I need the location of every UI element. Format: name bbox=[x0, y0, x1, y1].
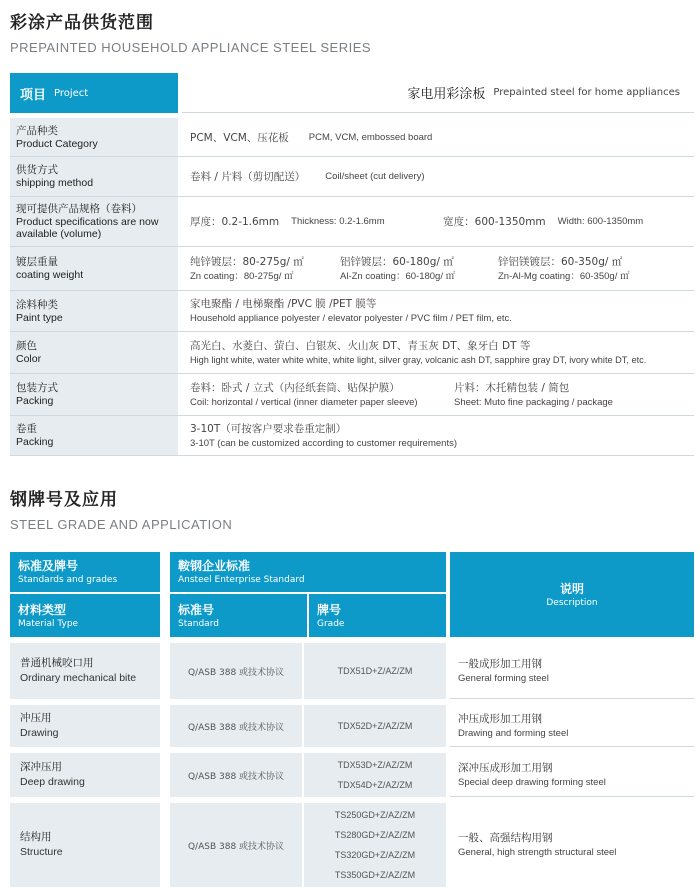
table-row bbox=[10, 118, 694, 157]
alzn-coating-zh: 铝锌镀层：60-180g/ ㎡ bbox=[340, 255, 454, 268]
header-grade bbox=[309, 594, 446, 637]
header-enterprise-standard-en: Ansteel Enterprise Standard bbox=[178, 575, 305, 585]
header-material-type-en: Material Type bbox=[18, 618, 79, 629]
row-label-zh: 包装方式 bbox=[16, 382, 58, 394]
row-value-zh: 3-10T（可按客户要求卷重定制） bbox=[190, 422, 347, 435]
description-zh: 一般、高强结构用钢 bbox=[458, 832, 553, 844]
description-en: General, high strength structural steel bbox=[458, 847, 617, 858]
row-label-zh: 颜色 bbox=[16, 340, 37, 352]
header-grade-en: Grade bbox=[317, 618, 345, 629]
row-label-en: coating weight bbox=[16, 269, 84, 281]
description-en: General forming steel bbox=[458, 672, 549, 684]
grade-value: TDX53D+Z/AZ/ZM bbox=[337, 760, 413, 770]
coil-packing-en: Coil: horizontal / vertical (inner diameter paper sleeve) bbox=[190, 396, 418, 408]
header-description bbox=[450, 552, 694, 637]
table-row bbox=[10, 705, 694, 747]
header-standards-grades-en: Standards and grades bbox=[18, 575, 118, 585]
material-en: Structure bbox=[20, 846, 63, 858]
grade-value: TDX54D+Z/AZ/ZM bbox=[337, 780, 413, 790]
steel-grade-table bbox=[10, 552, 694, 887]
row-value-zh: 家电聚酯 / 电梯聚酯 /PVC 膜 /PET 膜等 bbox=[190, 298, 377, 310]
header-description-zh: 说明 bbox=[559, 581, 584, 596]
row-label-zh: 现可提供产品规格（卷料） bbox=[16, 203, 142, 215]
row-label-zh: 涂料种类 bbox=[16, 298, 58, 311]
material-en: Ordinary mechanical bite bbox=[20, 672, 137, 684]
znalmg-coating-en: Zn-Al-Mg coating：60-350g/ ㎡ bbox=[498, 270, 630, 282]
row-value-en: Household appliance polyester / elevator polyester / PVC film / PET film, etc. bbox=[190, 313, 512, 324]
standard-value: Q/ASB 388 或技术协议 bbox=[170, 643, 302, 699]
table-row bbox=[10, 247, 694, 291]
table-row bbox=[10, 291, 694, 332]
width-en: Width: 600-1350mm bbox=[557, 216, 644, 227]
row-value-zh: 高光白、水菱白、萤白、白银灰、火山灰 DT、青玉灰 DT、象牙白 DT 等 bbox=[190, 339, 531, 352]
material-zh: 结构用 bbox=[20, 831, 52, 843]
table-row bbox=[10, 803, 694, 887]
sheet-packing-zh: 片料：木托精包装 / 简包 bbox=[454, 381, 570, 394]
material-zh: 深冲压用 bbox=[20, 761, 62, 773]
section1-title: 彩涂产品供货范围 bbox=[10, 13, 154, 33]
description-zh: 一般成形加工用钢 bbox=[458, 657, 542, 670]
section2-subtitle: STEEL GRADE AND APPLICATION bbox=[10, 517, 233, 532]
row-label-en: shipping method bbox=[16, 177, 94, 189]
zn-coating-en: Zn coating：80-275g/ ㎡ bbox=[190, 270, 294, 282]
row-value-en: 3-10T (can be customized according to customer requirements) bbox=[190, 437, 458, 449]
header-material-type bbox=[10, 594, 160, 637]
table-row bbox=[10, 332, 694, 374]
grade-value: TS280GD+Z/AZ/ZM bbox=[334, 830, 416, 840]
table-row bbox=[10, 416, 694, 456]
header-project-zh: 项目 bbox=[20, 87, 47, 103]
header-enterprise-standard bbox=[170, 552, 446, 592]
grade-value: TDX52D+Z/AZ/ZM bbox=[337, 721, 413, 731]
table-row bbox=[10, 374, 694, 416]
sheet-packing-en: Sheet: Muto fine packaging / package bbox=[454, 396, 613, 408]
row-label-zh: 卷重 bbox=[16, 423, 37, 435]
header-product-en: Prepainted steel for home appliances bbox=[493, 87, 680, 98]
row-value-en: PCM, VCM, embossed board bbox=[308, 131, 433, 143]
alzn-coating-en: Al-Zn coating：60-180g/ ㎡ bbox=[340, 270, 456, 282]
coil-packing-zh: 卷料：卧式 / 立式（内径纸套筒、贴保护膜） bbox=[190, 381, 400, 394]
header-enterprise-standard-zh: 鞍钢企业标准 bbox=[178, 559, 251, 573]
table-row bbox=[10, 643, 694, 699]
supply-range-table bbox=[10, 73, 694, 456]
header-material-type-zh: 材料类型 bbox=[18, 602, 67, 617]
standard-value: Q/ASB 388 或技术协议 bbox=[170, 753, 302, 797]
row-label-en: Product Category bbox=[16, 137, 98, 150]
row-label-en: Color bbox=[16, 353, 42, 365]
table-row bbox=[10, 753, 694, 797]
header-grade-zh: 牌号 bbox=[317, 602, 342, 617]
header-project-en: Project bbox=[54, 87, 89, 99]
material-en: Deep drawing bbox=[20, 776, 85, 788]
material-zh: 普通机械咬口用 bbox=[20, 657, 94, 669]
row-label-en: Paint type bbox=[16, 311, 63, 324]
thickness-zh: 厚度：0.2-1.6mm bbox=[190, 216, 280, 228]
row-label-en: Packing bbox=[16, 395, 54, 407]
header-product bbox=[182, 73, 694, 113]
thickness-en: Thickness: 0.2-1.6mm bbox=[291, 216, 385, 227]
header-project bbox=[10, 73, 178, 113]
standard-value: Q/ASB 388 或技术协议 bbox=[170, 705, 302, 747]
row-label-en: Product specifications are now available (volume) bbox=[16, 216, 159, 240]
row-label-zh: 供货方式 bbox=[16, 164, 58, 176]
description-en: Drawing and forming steel bbox=[458, 727, 569, 739]
table-row bbox=[10, 157, 694, 197]
grade-value: TDX51D+Z/AZ/ZM bbox=[337, 666, 413, 676]
description-zh: 冲压成形加工用钢 bbox=[458, 712, 542, 725]
material-zh: 冲压用 bbox=[20, 712, 52, 724]
header-standard bbox=[170, 594, 307, 637]
section1-subtitle: PREPAINTED HOUSEHOLD APPLIANCE STEEL SERIES bbox=[10, 40, 372, 55]
header-standards-grades bbox=[10, 552, 160, 592]
material-en: Drawing bbox=[20, 727, 59, 739]
header-product-zh: 家电用彩涂板 bbox=[407, 87, 486, 102]
zn-coating-zh: 纯锌镀层：80-275g/ ㎡ bbox=[190, 255, 304, 268]
table-row bbox=[10, 197, 694, 247]
znalmg-coating-zh: 锌铝镁镀层：60-350g/ ㎡ bbox=[498, 255, 623, 268]
description-zh: 深冲压成形加工用钢 bbox=[458, 761, 553, 774]
row-value-en: Coil/sheet (cut delivery) bbox=[325, 171, 425, 182]
standard-value: Q/ASB 388 或技术协议 bbox=[170, 803, 302, 887]
width-zh: 宽度：600-1350mm bbox=[443, 216, 546, 228]
row-label-zh: 产品种类 bbox=[16, 124, 58, 137]
table-header bbox=[10, 552, 694, 637]
header-description-en: Description bbox=[546, 597, 598, 608]
row-label-zh: 镀层重量 bbox=[16, 256, 58, 268]
header-standard-en: Standard bbox=[178, 618, 219, 629]
grade-value: TS320GD+Z/AZ/ZM bbox=[334, 850, 416, 860]
table-header bbox=[10, 73, 694, 113]
header-standard-zh: 标准号 bbox=[178, 602, 215, 617]
row-value-zh: PCM、VCM、压花板 bbox=[190, 131, 289, 144]
description-en: Special deep drawing forming steel bbox=[458, 776, 606, 788]
row-value-en: High light white, water white white, white light, silver gray, volcanic ash DT, sapphire gray DT, ivory white DT, etc. bbox=[190, 354, 647, 365]
grade-value: TS350GD+Z/AZ/ZM bbox=[334, 870, 416, 880]
row-value-zh: 卷料 / 片料（剪切配送） bbox=[190, 171, 306, 183]
grade-value: TS250GD+Z/AZ/ZM bbox=[334, 810, 416, 820]
header-standards-grades-zh: 标准及牌号 bbox=[18, 559, 79, 573]
row-label-en: Packing bbox=[16, 436, 54, 448]
section2-title: 钢牌号及应用 bbox=[10, 490, 118, 510]
